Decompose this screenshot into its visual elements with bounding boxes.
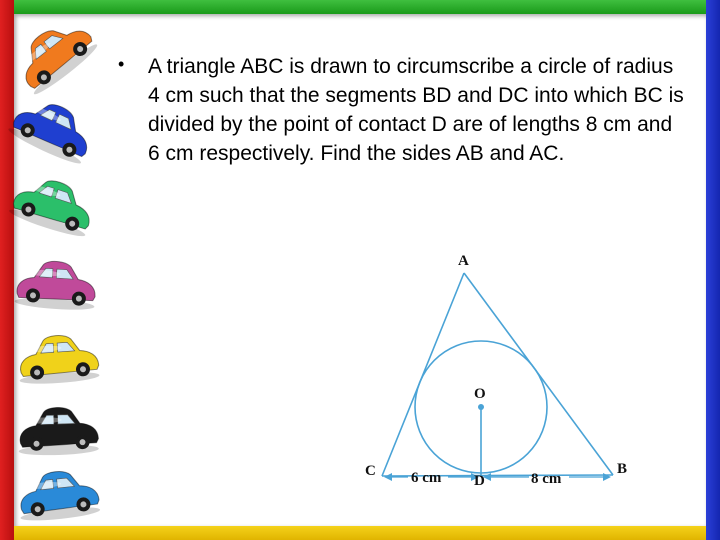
question-text: A triangle ABC is drawn to circumscribe a circle of radius 4 cm such that the segments BD and DC into which BC is divided by the point of contact D are of lengths 8 cm and 6 cm respectively. Find the sides AB and AC. <box>148 55 684 165</box>
segment-dc-length: 6 cm <box>411 470 442 486</box>
label-b: B <box>617 461 628 477</box>
yellow-car-icon <box>17 333 100 386</box>
bullet-marker: • <box>118 54 125 74</box>
frame-bottom-border <box>0 526 720 540</box>
label-a: A <box>458 253 469 269</box>
purple-car-icon <box>14 259 97 312</box>
car-column <box>8 16 108 526</box>
label-o: O <box>474 386 486 402</box>
triangle-incircle-diagram <box>355 245 645 495</box>
center-point <box>478 404 484 410</box>
green-car-icon <box>8 170 98 240</box>
question-block <box>118 52 688 168</box>
frame-top-border <box>0 0 720 14</box>
blue-car-icon <box>8 91 99 168</box>
label-c: C <box>365 463 376 479</box>
label-d: D <box>474 473 485 489</box>
light-blue-car-icon <box>16 467 101 523</box>
segment-bd-length: 8 cm <box>531 471 562 487</box>
frame-right-border <box>706 0 720 540</box>
black-car-icon <box>17 406 99 456</box>
orange-car-icon <box>8 16 100 98</box>
